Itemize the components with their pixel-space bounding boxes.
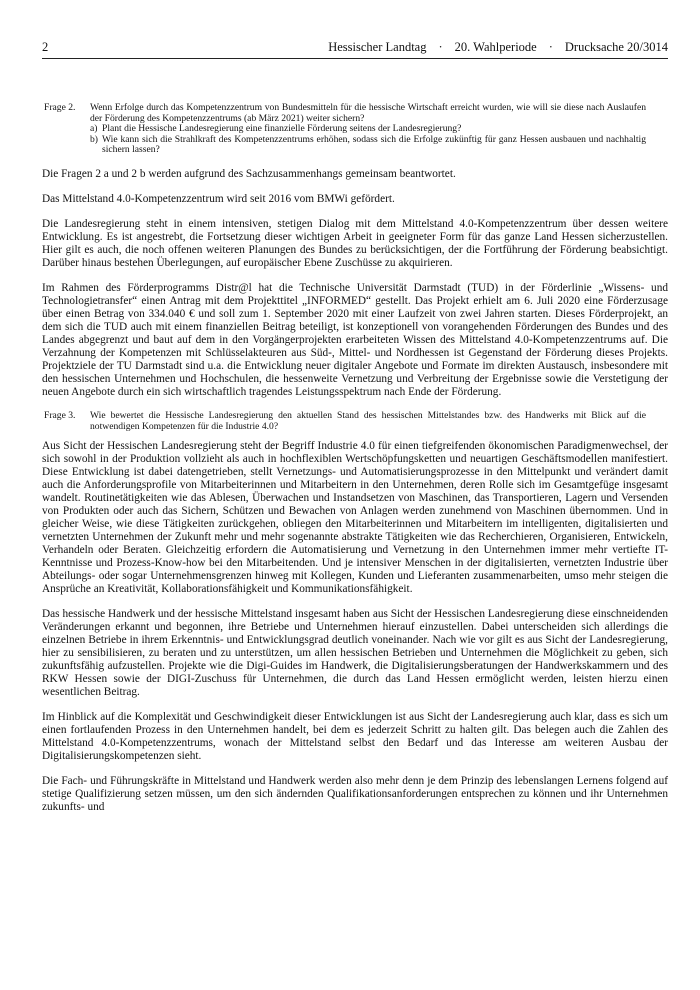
question-3 — [42, 411, 668, 432]
answer-paragraph: Im Hinblick auf die Komplexität und Geschwindigkeit dieser Entwicklungen ist aus Sicht der Landesregierung auch klar, dass es sich um einen fortlaufenden Prozess in den Unternehmen handelt, bei dem es jederzeit Schritt zu halten gilt. Das belegen auch die Zahlen des Mittelstand 4.0-Kompetenzzentrums, wonach der Mittelstand selbst den Bedarf und das Interesse am weiteren Ausbau der Digitalisierungskompetenzen sieht. — [42, 711, 668, 763]
question-label: Frage 3. — [44, 409, 76, 421]
sub-question-label: a) — [90, 123, 98, 135]
header-meta — [328, 40, 668, 55]
answer-paragraph: Die Fach- und Führungskräfte in Mittelstand und Handwerk werden also mehr denn je dem Prinzip des lebenslangen Lernens folgend auf stetige Qualifizierung setzen müssen, um den sich ändernden Qualifikationsanforderungen entsprechen zu können und ihr Unternehmen zukunfts- und — [42, 775, 668, 814]
answer-paragraph: Aus Sicht der Hessischen Landesregierung steht der Begriff Industrie 4.0 für einen tiefgreifenden ökonomischen Paradigmenwechsel, der sich sowohl in der Produktion vollzieht als auch in hochflexiblen Wertschöpfungsketten und neuartigen Geschäftsmodellen manifestiert. Diese Entwicklung ist dabei datengetrieben, stellt Vernetzungs- und Automatisierungsprozesse in den Mittelpunkt und verändert damit auch die Anforderungsprofile von Mitarbeiterinnen und Mitarbeitern in den Unternehmen, deren Rolle sich im Gesamtgefüge insgesamt wandelt. Routinetätigkeiten wie das Ablesen, Überwachen und Instandsetzen von Maschinen, das Transportieren, Lagern und Versenden von Produkten oder auch das Sichern, Schützen und Bewachen von Anlagen werden zunehmend von Maschinen übernommen. Und in gleicher Weise, wie diese Tätigkeiten zurückgehen, obliegen den Mitarbeiterinnen und Mitarbeitern im intelligenten, digitalisierten und vernetzten Unternehmen der Zukunft mehr und mehr sogenannte abstrakte Tätigkeiten wie das Recherchieren, Organisieren, Entwickeln, Verhandeln oder Beraten. Gleichzeitig erfordern die Automatisierung und Vernetzung in den Unternehmen immer mehr vertiefte IT-Kenntnisse und Prozess-Know-how bei den Mitarbeitenden. Und je intensiver Menschen in der digitalisierten, vernetzten Industrie über Abteilungs- oder sogar Unternehmensgrenzen hinweg mit Kollegen, Kunden und Lieferanten zusammenarbeiten, umso mehr steigen die Ansprüche an Kreativität, Kollaborationsfähigkeit und Kommunikationsfähigkeit. — [42, 440, 668, 596]
answer-paragraph: Die Landesregierung steht in einem intensiven, stetigen Dialog mit dem Mittelstand 4.0-Kompetenzzentrum über dessen weitere Entwicklung. Es ist angestrebt, die Fortsetzung dieser wichtigen Arbeit in geeigneter Form für das ganze Land Hessen sicherzustellen. Hier gilt es auch, die noch offenen weiteren Planungen des Bundes zu berücksichtigen, der die Fortführung der Förderung beabsichtigt. Darüber hinaus bestehen Überlegungen, auf europäischer Ebene Zuschüsse zu akquirieren. — [42, 217, 668, 269]
page-header — [42, 40, 668, 59]
sub-question-text: Plant die Hessische Landesregierung eine finanzielle Förderung seitens der Landesregierung? — [102, 123, 462, 135]
header-separator: · — [548, 40, 553, 54]
question-text: Wenn Erfolge durch das Kompetenzzentrum von Bundesmitteln für die hessische Wirtschaft erreicht wurden, wie will sie diese nach Auslaufen der Förderung des Kompetenzzentrums (ab März 2021) weiter sichern? — [90, 102, 646, 124]
sub-question-label: b) — [90, 133, 98, 145]
header-document: Drucksache 20/3014 — [564, 40, 668, 54]
question-2 — [42, 103, 668, 156]
header-period: 20. Wahlperiode — [454, 40, 537, 54]
answer-paragraph: Das hessische Handwerk und der hessische Mittelstand insgesamt haben aus Sicht der Hessischen Landesregierung diese einschneidenden Veränderungen erkannt und begonnen, ihre Betriebe und Unternehmen hierauf einzustellen. Dabei unterscheiden sich allerdings die einzelnen Betriebe in ihrem Erkenntnis- und Entwicklungsgrad deutlich voneinander. Nach wie vor gilt es aus Sicht der Landesregierung, hier zu sensibilisieren, zu beraten und zu unterstützen, um allen hessischen Betrieben und Unternehmen die Möglichkeit zu geben, sich zukunftsfähig aufzustellen. Projekte wie die Digi-Guides im Handwerk, die Digitalisierungsberatungen der Handwerkskammern und des RKW Hessen sowie der DIGI-Zuschuss für Unternehmen, die durch das Land Hessen ermöglicht werden, leisten hierzu einen wesentlichen Beitrag. — [42, 608, 668, 699]
document-page — [42, 40, 668, 814]
question-body — [90, 103, 668, 156]
question-text: Wie bewertet die Hessische Landesregierung den aktuellen Stand des hessischen Mittelstandes bzw. des Handwerks mit Blick auf die notwendigen Kompetenzen für die Industrie 4.0? — [90, 409, 646, 432]
header-separator: · — [438, 40, 443, 54]
question-label: Frage 2. — [44, 102, 76, 113]
sub-question-text: Wie kann sich die Strahlkraft des Kompetenzzentrums erhöhen, sodass sich die Erfolge zukünftig für ganz Hessen ausbauen und nachhaltig sichern lassen? — [102, 133, 646, 156]
sub-question-b — [90, 135, 646, 156]
page-number: 2 — [42, 40, 49, 54]
answer-paragraph: Das Mittelstand 4.0-Kompetenzzentrum wird seit 2016 vom BMWi gefördert. — [42, 192, 395, 205]
header-parliament: Hessischer Landtag — [328, 40, 427, 54]
question-body — [90, 411, 668, 432]
answer-paragraph: Die Fragen 2 a und 2 b werden aufgrund des Sachzusammenhangs gemeinsam beantwortet. — [42, 167, 456, 180]
answer-paragraph: Im Rahmen des Förderprogramms Distr@l hat die Technische Universität Darmstadt (TUD) in der Förderlinie „Wissens- und Technologietransfer“ einen Antrag mit dem Projekttitel „INFORMED“ gestellt. Das Projekt erhielt am 6. Juli 2020 eine Förderzusage über einen Betrag von 334.040 € und soll zum 1. September 2020 mit einer Laufzeit von zwei Jahren starten. Dieses Förderprojekt, an dem sich die TUD auch mit einem finanziellen Beitrag beteiligt, ist konzeptionell von vorangehenden Förderungen des Bundes und des Landes abgegrenzt und baut auf dem in den Vorgängerprojekten erarbeiteten Wissen des Mittelstand 4.0-Kompetenzzentrums auf. Die Verzahnung der Kompetenzen mit Schlüsselakteuren aus Süd-, Mittel- und Nordhessen ist Gegenstand der Förderung dieses Projekts. Projektziele der TU Darmstadt sind u.a. die Entwicklung neuer digitaler Angebote und Formate im direkten Austausch, insbesondere mit den hessischen Unternehmen und Hochschulen, die hessenweite Vernetzung und Verbreitung der Ergebnisse sowie die Verstetigung der neuen Angebote durch ein sich wirtschaftlich tragendes Leistungsspektrum nach Ende der Förderung. — [42, 281, 668, 398]
